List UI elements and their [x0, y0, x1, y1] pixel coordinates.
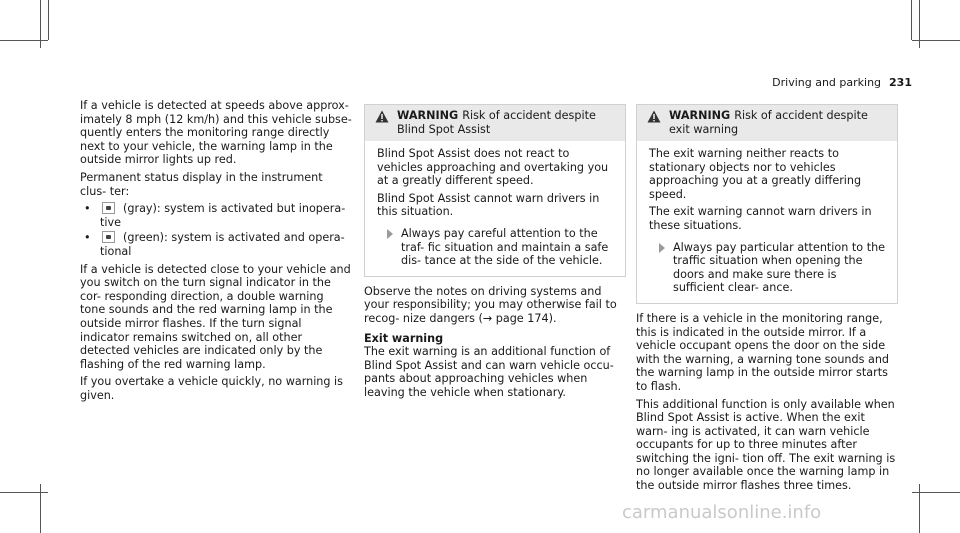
paragraph: Blind Spot Assist does not react to vehicles approaching and overtaking you at a greatly different speed. — [377, 147, 609, 188]
warning-title: Risk of accident despite exit warning — [669, 109, 868, 136]
paragraph: Permanent status display in the instrument clus- ter: — [80, 170, 323, 198]
paragraph: The exit warning cannot warn drivers in these situations. — [649, 205, 872, 232]
bullet-dot: • — [84, 202, 91, 216]
warning-triangle-icon — [375, 110, 389, 123]
warning-box — [636, 104, 898, 304]
warning-label: WARNING — [397, 109, 459, 122]
warning-triangle-icon — [647, 110, 661, 123]
section-title: Driving and parking — [772, 76, 882, 89]
watermark: carmanualsonline.info — [622, 502, 822, 523]
page-number: 231 — [889, 76, 912, 89]
paragraph: If a vehicle is detected close to your vehicle and you switch on the turn signal indicator in the cor- responding direction, a double warning tone sounds and the red warning lamp in the outside mirror flashes. If the turn signal indicator remains switched on, all other detected vehicles are indicated only by the flashing of the red warning lamp. — [80, 262, 351, 371]
blind-spot-symbol-icon — [102, 231, 115, 243]
list-item — [80, 231, 352, 258]
paragraph: If there is a vehicle in the monitoring range, this is indicated in the outside mirror. If a vehicle occupant opens the door on the side with the warning, a warning tone sounds and the warning lamp in the outside mirror starts to flash. — [636, 311, 890, 393]
tip — [377, 227, 615, 268]
tip-arrow-icon — [659, 243, 665, 253]
list-item — [80, 202, 352, 229]
warning-header — [365, 105, 625, 141]
crop-mark — [48, 0, 49, 40]
list-item-text: (green): system is activated and opera- tional — [100, 231, 345, 258]
tip-arrow-icon — [387, 229, 393, 239]
status-list — [80, 202, 352, 258]
warning-box — [364, 104, 626, 277]
section-heading: Exit warning — [364, 331, 444, 345]
blind-spot-symbol-icon — [102, 202, 115, 214]
warning-header — [637, 105, 897, 141]
warning-title: Risk of accident despite Blind Spot Assist — [397, 109, 596, 136]
crop-mark — [912, 40, 960, 41]
crop-mark — [0, 40, 48, 41]
paragraph: This additional function is only available when Blind Spot Assist is active. When the exit warn- ing is activated, it can warn vehicle occupants for up to three minutes after switching the igni- tion off. The exit warning is no longer available once the warning lamp in the outside mirror flashes three times. — [636, 397, 896, 493]
crop-mark — [912, 492, 960, 493]
warning-body — [637, 141, 897, 303]
page-header — [772, 76, 912, 90]
paragraph: Observe the notes on driving systems and your responsibility; you may otherwise fail to recog- nize dangers (→ page 174). — [364, 284, 617, 325]
paragraph: Blind Spot Assist cannot warn drivers in this situation. — [377, 191, 600, 219]
crop-mark — [0, 492, 48, 493]
tip-text: Always pay particular attention to the traffic situation when opening the doors and make sure there is sufficient clear- ance. — [673, 240, 886, 295]
list-item-text: (gray): system is activated but inopera- tive — [100, 202, 346, 229]
warning-body — [365, 141, 625, 276]
tip-text: Always pay careful attention to the traf- fic situation and maintain a safe dis- tance at the side of the vehicle. — [401, 226, 609, 268]
column-3 — [636, 104, 898, 497]
bullet-dot: • — [84, 231, 91, 245]
tip — [649, 241, 887, 295]
warning-label: WARNING — [669, 109, 731, 122]
column-2 — [364, 104, 626, 404]
paragraph: If you overtake a vehicle quickly, no warning is given. — [80, 375, 343, 402]
paragraph: If a vehicle is detected at speeds above approx- imately 8 mph (12 km/h) and this vehicle subse- quently enters the monitoring range directly next to your vehicle, the warning lamp in the outside mirror lights up red. — [80, 99, 352, 167]
paragraph: The exit warning is an additional function of Blind Spot Assist and can warn vehicle occu- pants about approaching vehicles when leaving the vehicle when stationary. — [364, 345, 614, 399]
paragraph: The exit warning neither reacts to stationary objects nor to vehicles approaching you at a greatly differing speed. — [649, 147, 862, 201]
crop-mark — [911, 0, 912, 40]
column-1 — [80, 99, 352, 406]
